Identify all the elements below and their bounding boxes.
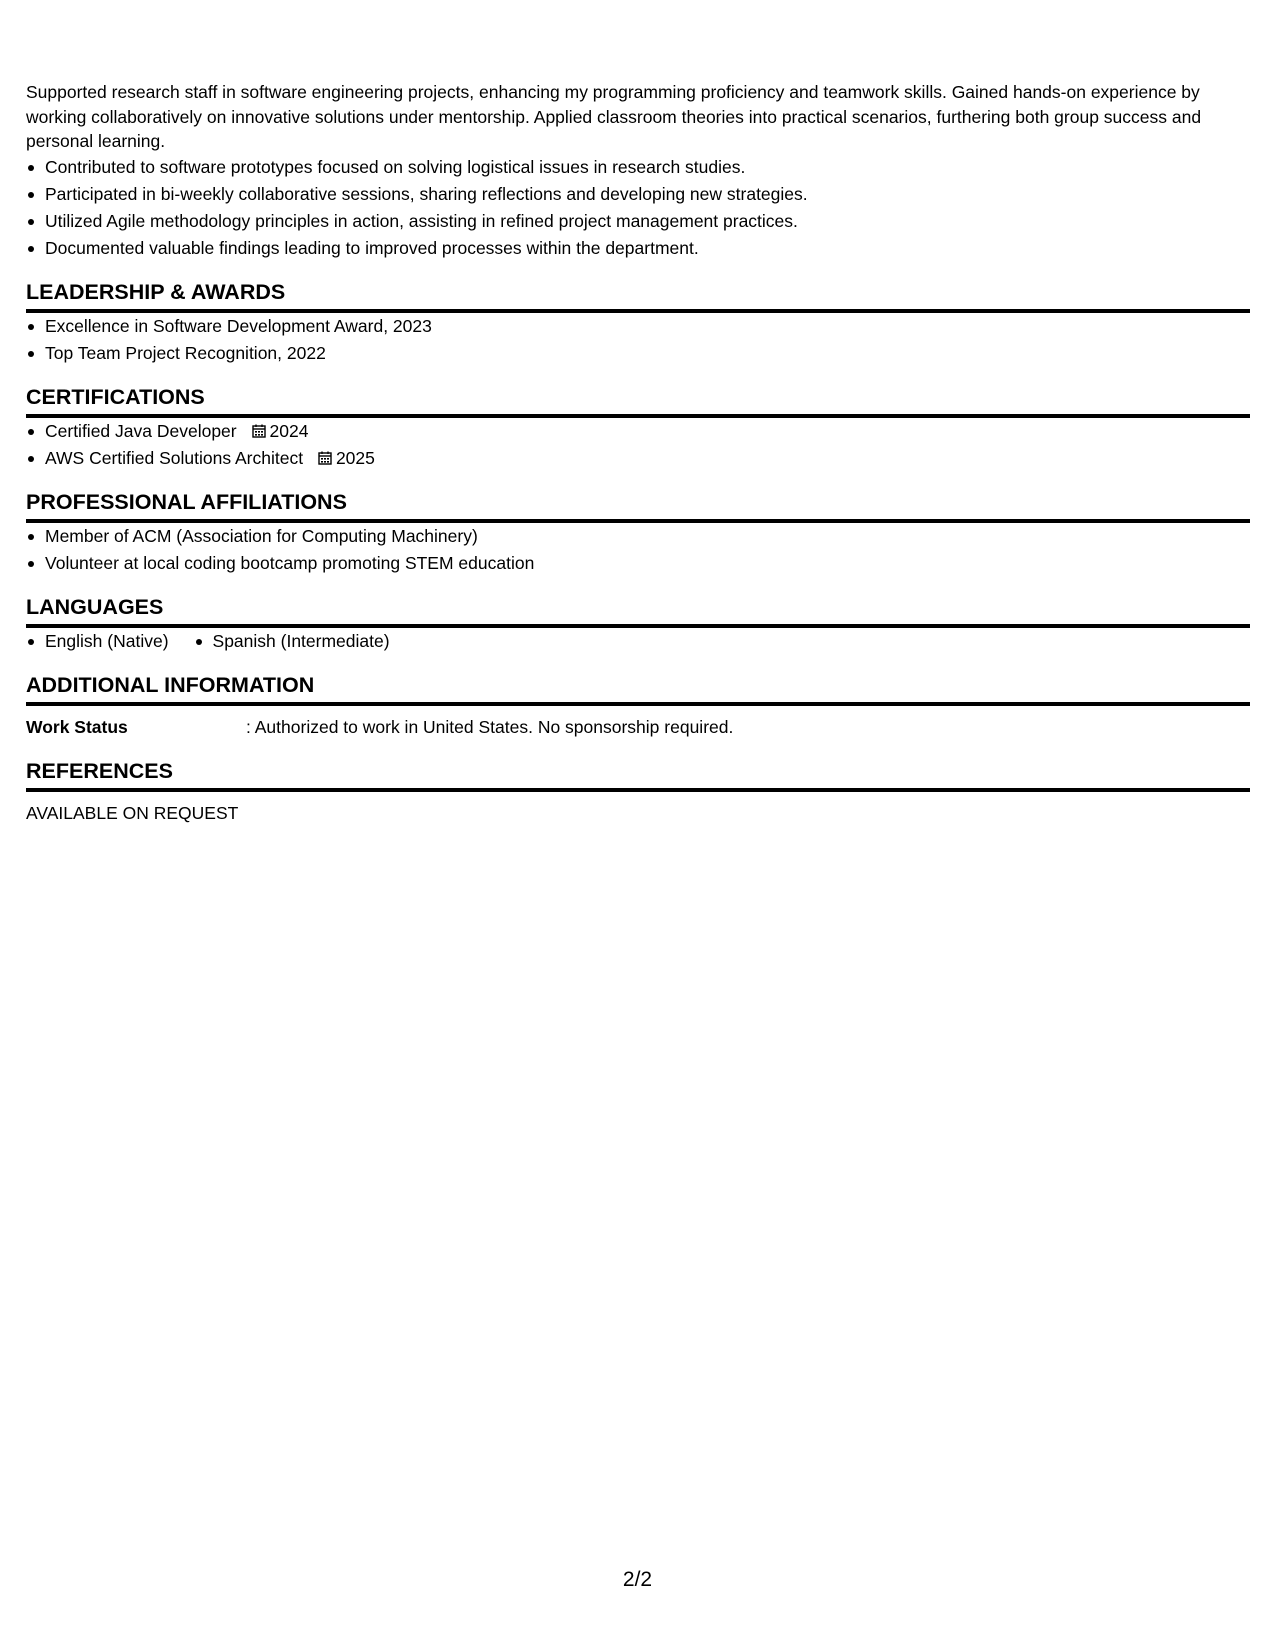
list-item: Utilized Agile methodology principles in action, assisting in refined project management practices. [26,208,1250,235]
experience-summary: Supported research staff in software engineering projects, enhancing my programming proficiency and teamwork skills. Gained hands-on experience by working collaboratively on innovative solutions under mentorship. Applied classroom theories into practical scenarios, furthering both group success and personal learning. [26,82,1202,151]
certifications-list [26,418,1250,472]
list-item: Documented valuable findings leading to improved processes within the department. [26,235,1250,262]
list-item: Member of ACM (Association for Computing Machinery) [26,523,1250,550]
list-item: Participated in bi-weekly collaborative sessions, sharing reflections and developing new strategies. [26,181,1250,208]
languages-section [26,594,1250,655]
experience-bullets [26,154,1250,262]
list-item: Volunteer at local coding bootcamp promoting STEM education [26,550,1250,577]
certification-date [252,421,309,441]
affiliations-section [26,489,1250,577]
resume-page [26,80,1250,827]
certifications-section [26,384,1250,472]
section-title-languages: LANGUAGES [26,594,1250,628]
section-title-additional-info: ADDITIONAL INFORMATION [26,672,1250,706]
references-text: AVAILABLE ON REQUEST [26,802,239,823]
work-status-value: : Authorized to work in United States. No sponsorship required. [246,716,734,737]
language-item: English (Native) [26,628,169,655]
leadership-list [26,313,1250,367]
work-status-label: Work Status [26,716,128,737]
certification-year: 2024 [269,420,309,441]
leadership-section [26,279,1250,367]
certification-year: 2025 [335,447,375,468]
certification-date [318,448,375,468]
section-title-references: REFERENCES [26,758,1250,792]
language-item: Spanish (Intermediate) [194,628,390,655]
languages-list [26,628,1250,655]
list-item: Contributed to software prototypes focused on solving logistical issues in research studies. [26,154,1250,181]
certification-name: Certified Java Developer [45,420,237,441]
calendar-icon [252,424,266,438]
list-item: Top Team Project Recognition, 2022 [26,340,1250,367]
references-section [26,758,1250,827]
section-title-affiliations: PROFESSIONAL AFFILIATIONS [26,489,1250,523]
certification-item [26,445,1250,472]
certification-item [26,418,1250,445]
additional-info-section [26,672,1250,741]
list-item: Excellence in Software Development Award, 2023 [26,313,1250,340]
work-status-row [26,714,1250,741]
page-number: 2/2 [622,1568,653,1591]
section-title-certifications: CERTIFICATIONS [26,384,1250,418]
calendar-icon [318,451,332,465]
section-title-leadership: LEADERSHIP & AWARDS [26,279,1250,313]
affiliations-list [26,523,1250,577]
certification-name: AWS Certified Solutions Architect [45,447,304,468]
